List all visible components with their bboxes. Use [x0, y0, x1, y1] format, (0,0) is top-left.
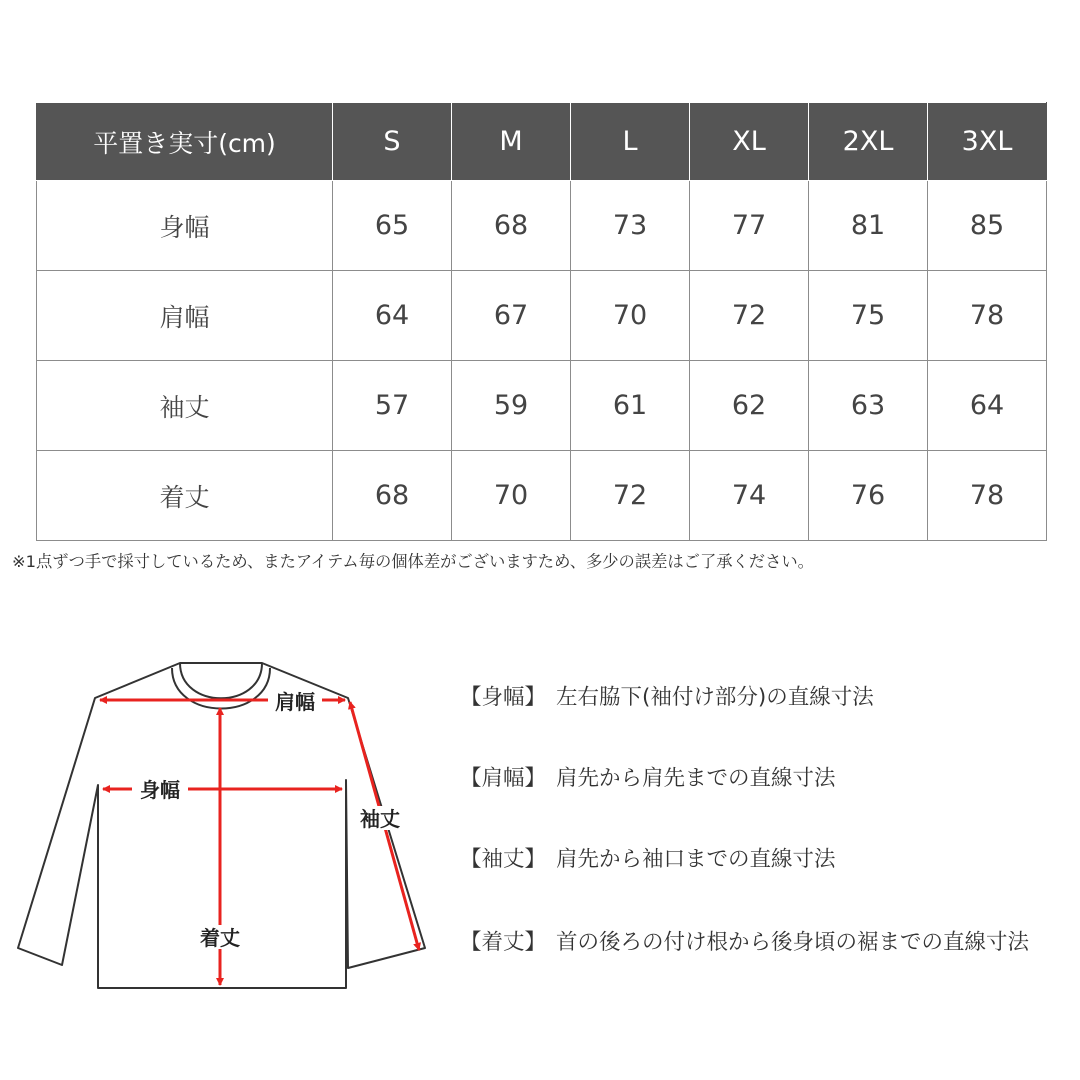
row-label: 身幅 [37, 181, 333, 271]
table-cell: 68 [452, 181, 571, 271]
row-label: 着丈 [37, 451, 333, 541]
table-cell: 62 [690, 361, 809, 451]
row-label: 袖丈 [37, 361, 333, 451]
table-cell: 64 [928, 361, 1047, 451]
size-header: XL [690, 103, 809, 181]
table-header-row [37, 103, 1047, 181]
definition-key: 【肩幅】 [460, 766, 547, 791]
size-table [36, 102, 1047, 541]
table-cell: 57 [333, 361, 452, 451]
table-cell: 68 [333, 451, 452, 541]
table-row [37, 451, 1047, 541]
definition-key: 【着丈】 [460, 930, 547, 955]
table-cell: 76 [809, 451, 928, 541]
table-row [37, 181, 1047, 271]
definition-item [460, 680, 874, 711]
table-cell: 81 [809, 181, 928, 271]
table-cell: 77 [690, 181, 809, 271]
size-header: 2XL [809, 103, 928, 181]
definition-text: 首の後ろの付け根から後身頃の裾までの直線寸法 [556, 930, 1030, 955]
definition-key: 【袖丈】 [460, 847, 547, 872]
table-cell: 59 [452, 361, 571, 451]
size-header: L [571, 103, 690, 181]
shoulder-label: 肩幅 [275, 690, 315, 714]
table-cell: 78 [928, 451, 1047, 541]
length-label: 着丈 [200, 926, 240, 950]
table-cell: 85 [928, 181, 1047, 271]
definition-text: 肩先から肩先までの直線寸法 [556, 766, 836, 791]
table-cell: 73 [571, 181, 690, 271]
table-cell: 65 [333, 181, 452, 271]
chest-label: 身幅 [140, 778, 180, 802]
definition-item [460, 925, 1029, 956]
table-cell: 75 [809, 271, 928, 361]
table-cell: 64 [333, 271, 452, 361]
size-header: 3XL [928, 103, 1047, 181]
size-header: S [333, 103, 452, 181]
table-cell: 72 [571, 451, 690, 541]
garment-diagram [0, 640, 450, 1000]
measurement-note: ※1点ずつ手で採寸しているため、またアイテム毎の個体差がございますため、多少の誤差はご了承ください。 [12, 552, 814, 571]
definition-text: 肩先から袖口までの直線寸法 [556, 847, 836, 872]
definition-text: 左右脇下(袖付け部分)の直線寸法 [556, 685, 874, 710]
table-cell: 70 [452, 451, 571, 541]
table-row [37, 271, 1047, 361]
table-cell: 70 [571, 271, 690, 361]
table-row [37, 361, 1047, 451]
table-cell: 72 [690, 271, 809, 361]
row-label: 肩幅 [37, 271, 333, 361]
size-header: M [452, 103, 571, 181]
definition-key: 【身幅】 [460, 685, 547, 710]
header-label: 平置き実寸(cm) [37, 103, 333, 181]
table-cell: 74 [690, 451, 809, 541]
table-cell: 61 [571, 361, 690, 451]
sleeve-label: 袖丈 [360, 807, 400, 831]
definition-item [460, 842, 836, 873]
definition-item [460, 761, 836, 792]
table-cell: 78 [928, 271, 1047, 361]
table-cell: 67 [452, 271, 571, 361]
table-cell: 63 [809, 361, 928, 451]
